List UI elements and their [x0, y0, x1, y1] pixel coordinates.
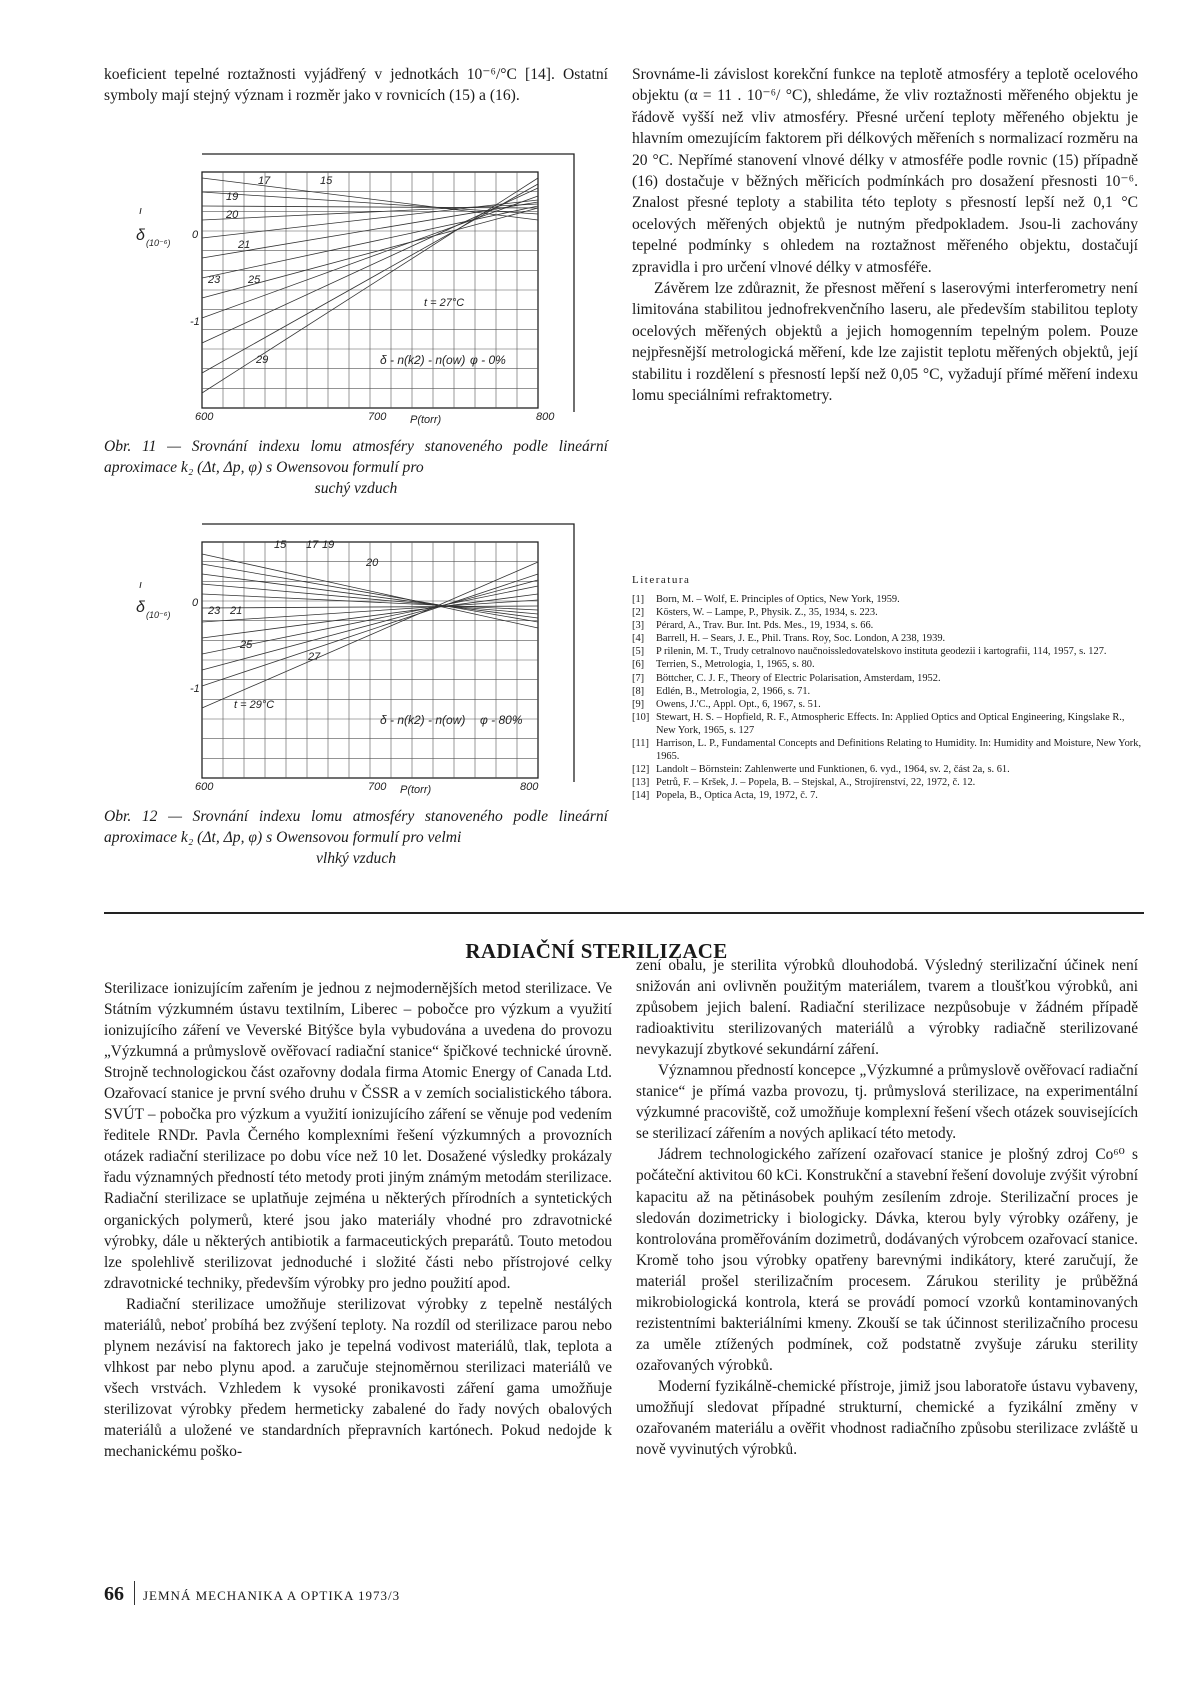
- reference-number: [10]: [632, 711, 650, 723]
- line-label: 20: [226, 209, 239, 221]
- left-column-bottom-text: [104, 978, 612, 1462]
- reference-number: [3]: [632, 620, 645, 632]
- reference-item: [632, 645, 1142, 658]
- references-list: [632, 593, 1142, 803]
- reference-number: [13]: [632, 777, 650, 789]
- y-axis-unit: (10⁻⁶): [146, 610, 171, 620]
- y-axis-label: δ: [136, 599, 145, 616]
- y-tick-label: 0: [192, 229, 199, 241]
- reference-number: [2]: [632, 607, 645, 619]
- paragraph: Radiační sterilizace umožňuje sterilizovat výrobky z tepelně nestálých materiálů, neboť probíhá bez zvýšení teploty. Na rozdíl od sterilizace parou nebo plynem nezávisí na faktorech jako je tepelná vodivost materiálů, tlak, teplota a vlhkost par nebo plynu apod. a zaručuje stejnoměrnou sterilizaci materiálů ve všech vrstvách. Vzhledem k vysoké pronikavosti záření gama umožňuje sterilizovat výrobky předem hermeticky zabalené do řady nových obalových materiálů a uložené ve standardních přepravních kartónech. Pokud nedojde k mechanickému poško-: [104, 1295, 612, 1461]
- y-tick-label: -1: [190, 316, 200, 328]
- reference-text: Landolt – Börnstein: Zahlenwerte und Funktionen, 6. vyd., 1964, sv. 2, část 2a, s. 61.: [656, 764, 1010, 776]
- line-label: 21: [230, 605, 243, 617]
- footer-divider: [134, 1581, 135, 1605]
- figure-12-chart: [130, 518, 580, 796]
- paragraph: Srovnáme-li závislost korekční funkce na teplotě atmosféry a teplotě ocelového objektu (α = 11 . 10⁻⁶/ °C), shledáme, že vliv roztažnosti měřeného objektu je řádově vyšší než vliv atmosféry. Přesné určení teploty měřeného objektu je hlavním omezujícím faktorem při délkových měřeních s normalizací rozměru na 20 °C. Nepřímé stanovení vlnové délky v atmosféře podle rovnic (15) případně (16) dostačuje v běžných měřicích podmínkách pro dosažení přesnosti 10⁻⁶. Znalost přesné teploty a stabilita této teploty s přesností lepší než 0,1 °C ocelových měřených objektů je nutným předpokladem. Jsou-li zachovány tepelné podmínky s ohledem na roztažnost měřeného objektu, dostačují zpravidla i pro určení vlnové délky v atmosféře.: [632, 66, 1138, 276]
- x-axis-label: P(torr): [400, 784, 432, 796]
- paragraph: Sterilizace ionizujícím zařením je jednou z nejmodernějších metod sterilizace. Ve Státním výzkumném ústavu textilním, Liberec – pobočce pro výzkum a využití ionizujícího záření ve Veverské Bitýšce byla vybudována a uvedena do provozu „Výzkumná a průmyslově ověřovací radiační stanice“ špičkové technické úrovně. Strojně technologickou část ozařovny dodala firma Atomic Energy of Canada Ltd. Ozařovací stanice je první svého druhu v ČSSR a v zemích socialistického tábora. SVÚT – pobočka pro výzkum a využití ionizujícího záření se věnuje pod vedením ředitele RNDr. Pavla Černého komplexními řešení výzkumných a provozních otázek radiační sterilizace po dobu více než 10 let. Dosažené výsledky prokázaly řadu významných předností této metody proti jiným známým metodám sterilizace. Radiační sterilizace se uplatňuje zejména u některých přírodních a syntetických organických polymerů, které jsou jako materiály vhodné pro zdravotnické výrobky, dále u některých antibiotik a farmaceutických preparátů. Touto metodou lze spolehlivě sterilizovat jednoduché i složité části nebo přístrojové celky zdravotnické techniky, především výrobky pro jedno použití apod.: [104, 980, 612, 1292]
- left-column-top-text: [104, 64, 608, 107]
- figure-11-caption: [104, 436, 608, 499]
- reference-item: [632, 776, 1142, 789]
- y-axis-unit: (10⁻⁶): [146, 238, 171, 248]
- reference-item: [632, 658, 1142, 671]
- reference-text: P rilenin, M. T., Trudy cetralnovo naučnoissledovatelskovo instituta geodezii i kartografii, 114, 1957, s. 127.: [656, 646, 1107, 658]
- reference-item: [632, 632, 1142, 645]
- reference-item: [632, 606, 1142, 619]
- paragraph: Významnou předností koncepce „Výzkumné a průmyslově ověřovací radiační stanice“ je přímá vazba provozu, tj. průmyslová sterilizace, na experimentální výzkumné pracoviště, což umožňuje komplexní řešení všech otázek souvisejících se sterilizací zářením a nových aplikací této metody.: [636, 1062, 1138, 1143]
- reference-number: [12]: [632, 764, 650, 776]
- line-label: 25: [248, 274, 261, 286]
- y-tick-label: 0: [192, 597, 199, 609]
- line-label: 23: [208, 274, 221, 286]
- page-footer: [104, 1581, 400, 1606]
- paragraph: Jádrem technologického zařízení ozařovací stanice je plošný zdroj Co⁶⁰ s počáteční aktivitou 60 kCi. Konstrukční a stavební řešení dovoluje zvýšit výrobní kapacitu až na pětinásobek pouhým zesílením zdroje. Sterilizační proces je sledován dozimetricky i biologicky. Dávka, kterou byly výrobky ozářeny, je kontrolována proměřováním dozimetrů, dodávaných výrobcem ozařovací stanice. Kromě toho jsou výrobky opatřeny barevnými indikátory, které zaručují, že materiál prošel sterilizačním procesem. Zárukou sterility je průběžná mikrobiologická kontrola, která se provádí pomocí vzorků kontaminovaných rezistentními bakteriálními kmeny. Zkouší se tak účinnost sterilizačního procesu za uměle ztížených podmínek, což podstatně zvyšuje záruku sterility ozařovaných výrobků.: [636, 1146, 1138, 1374]
- line-label: 21: [238, 239, 251, 251]
- page-number: 66: [104, 1583, 124, 1605]
- y-tick-label: -1: [190, 683, 200, 695]
- caption-text: vlhký vzduch: [315, 850, 397, 867]
- gridlines: [202, 542, 538, 778]
- paragraph: koeficient tepelné roztažnosti vyjádřený v jednotkách 10⁻⁶/°C [14]. Ostatní symboly mají stejný význam i rozměr jako v rovnicích (15) a (16).: [104, 66, 608, 105]
- reference-text: Böttcher, C. J. F., Theory of Electric Polarisation, Amsterdam, 1952.: [656, 672, 941, 684]
- reference-text: Owens, J.'C., Appl. Opt., 6, 1967, s. 51.: [656, 698, 821, 710]
- reference-number: [4]: [632, 633, 645, 645]
- reference-text: Pérard, A., Trav. Bur. Int. Pds. Mes., 19, 1934, s. 66.: [656, 620, 874, 632]
- line-label: 15: [274, 539, 287, 551]
- reference-number: [5]: [632, 646, 645, 658]
- reference-item: [632, 672, 1142, 685]
- line-label: 15: [320, 175, 333, 187]
- reference-text: Petrů, F. – Kršek, J. – Popela, B. – Stejskal, A., Strojírenství, 22, 1972, č. 12.: [656, 777, 976, 789]
- formula-label: δ - n(k2) - n(ow): [380, 713, 466, 727]
- reference-item: [632, 698, 1142, 711]
- reference-item: [632, 711, 1142, 737]
- caption-text: Obr. 11 — Srovnání indexu lomu atmosféry stanoveného podle lineární aproximace k₂ (Δt, Δp, φ) s Owensovou formulí pro: [104, 438, 608, 476]
- x-tick-label: 600: [195, 781, 214, 793]
- y-axis-tick-mark: ı: [139, 579, 143, 591]
- x-tick-label: 800: [520, 781, 539, 793]
- line-label: 25: [240, 639, 253, 651]
- reference-item: [632, 789, 1142, 802]
- humidity-label: φ - 0%: [470, 353, 506, 367]
- right-column-bottom-text: [636, 955, 1138, 1460]
- formula-label: δ - n(k2) - n(ow): [380, 353, 466, 367]
- x-axis-label: P(torr): [410, 414, 442, 426]
- reference-text: Barrell, H. – Sears, J. E., Phil. Trans. Roy, Soc. London, A 238, 1939.: [656, 633, 946, 645]
- caption-text: suchý vzduch: [314, 480, 398, 497]
- reference-text: Terrien, S., Metrologia, 1, 1965, s. 80.: [656, 659, 815, 671]
- reference-number: [14]: [632, 790, 650, 802]
- reference-number: [6]: [632, 659, 645, 671]
- reference-text: Edlén, B., Metrologia, 2, 1966, s. 71.: [656, 685, 811, 697]
- reference-number: [1]: [632, 594, 645, 605]
- x-tick-label: 600: [195, 411, 214, 423]
- humidity-label: φ - 80%: [480, 713, 523, 727]
- references-heading: Literatura: [632, 574, 691, 586]
- line-label: 17: [306, 539, 319, 551]
- reference-number: [9]: [632, 698, 645, 710]
- line-label: 23: [208, 605, 221, 617]
- reference-number: [8]: [632, 685, 645, 697]
- paragraph: zení obalu, je sterilita výrobků dlouhodobá. Výsledný sterilizační účinek není snižován ani ovlivněn použitým materiálem, tvarem a tloušťkou výrobků, ani způsobem jejich balení. Radiační sterilizace nezpůsobuje v žádném případě radioaktivitu sterilizovaných materiálů a výrobky radiačně sterilizované nevykazují zbytkové sekundární záření.: [636, 957, 1138, 1059]
- reference-item: [632, 593, 1142, 606]
- figure-12-caption: [104, 806, 608, 869]
- reference-text: Stewart, H. S. – Hopfield, R. F., Atmospheric Effects. In: Applied Optics and Optical Engineering, Kingslake R., New York, 1965, s. 127: [656, 711, 1125, 736]
- article-title: RADIAČNÍ STERILIZACE: [465, 939, 728, 963]
- right-column-top-text: [632, 64, 1138, 407]
- reference-text: Born, M. – Wolf, E. Principles of Optics, New York, 1959.: [656, 594, 900, 605]
- x-tick-label: 700: [368, 781, 387, 793]
- y-axis-tick-mark: ı: [139, 205, 143, 217]
- journal-name: JEMNÁ MECHANIKA A OPTIKA 1973/3: [143, 1588, 401, 1603]
- line-label: 27: [308, 651, 321, 663]
- caption-text: Obr. 12 — Srovnání indexu lomu atmosféry stanoveného podle lineární aproximace k₂ (Δt, Δp, φ) s Owensovou formulí pro velmi: [104, 808, 608, 846]
- x-tick-label: 700: [368, 411, 387, 423]
- paragraph: Závěrem lze zdůraznit, že přesnost měření s laserovými interferometry není limitována stabilitou jednofrekvenčního laseru, ale především stabilitou teploty ocelových měřených objektů a jejich homogenním tepelným polem. Pouze nejpřesnější metrologická měření, kde lze zajistit teplotu měřených objektů, její stabilitu i rozdělení s přesností lepší než 0,05 °C, vyžadují přímé měření indexu lomu speciálními refraktometry.: [632, 280, 1138, 405]
- reference-item: [632, 763, 1142, 776]
- reference-item: [632, 619, 1142, 632]
- reference-number: [7]: [632, 672, 645, 684]
- reference-text: Harrison, L. P., Fundamental Concepts and Definitions Relating to Humidity. In: Humidity and Moisture, New York, 1965.: [656, 738, 1142, 763]
- reference-item: [632, 685, 1142, 698]
- section-divider: [104, 912, 1144, 914]
- reference-text: Popela, B., Optica Acta, 19, 1972, č. 7.: [656, 790, 818, 802]
- temperature-label: t = 27°C: [424, 297, 465, 309]
- line-label: 19: [226, 191, 239, 203]
- line-label: 29: [256, 354, 269, 366]
- line-label: 20: [366, 557, 379, 569]
- temperature-label: t = 29°C: [234, 699, 275, 711]
- line-label: 17: [258, 175, 271, 187]
- x-tick-label: 800: [536, 411, 555, 423]
- reference-item: [632, 737, 1142, 763]
- line-label: 19: [322, 539, 335, 551]
- figure-11-chart: [130, 148, 580, 426]
- reference-number: [11]: [632, 738, 649, 750]
- reference-text: Kösters, W. – Lampe, P., Physik. Z., 35, 1934, s. 223.: [656, 607, 878, 619]
- paragraph: Moderní fyzikálně-chemické přístroje, jimiž jsou laboratoře ústavu vybaveny, umožňují sledovat případné strukturní, chemické a fyzikální změny v ozařovaném materiálu a ověřit vhodnost radiačního způsobu sterilizace zvláště u nově vyvinutých výrobků.: [636, 1377, 1138, 1459]
- chart-frame: [202, 524, 574, 782]
- y-axis-label: δ: [136, 227, 145, 244]
